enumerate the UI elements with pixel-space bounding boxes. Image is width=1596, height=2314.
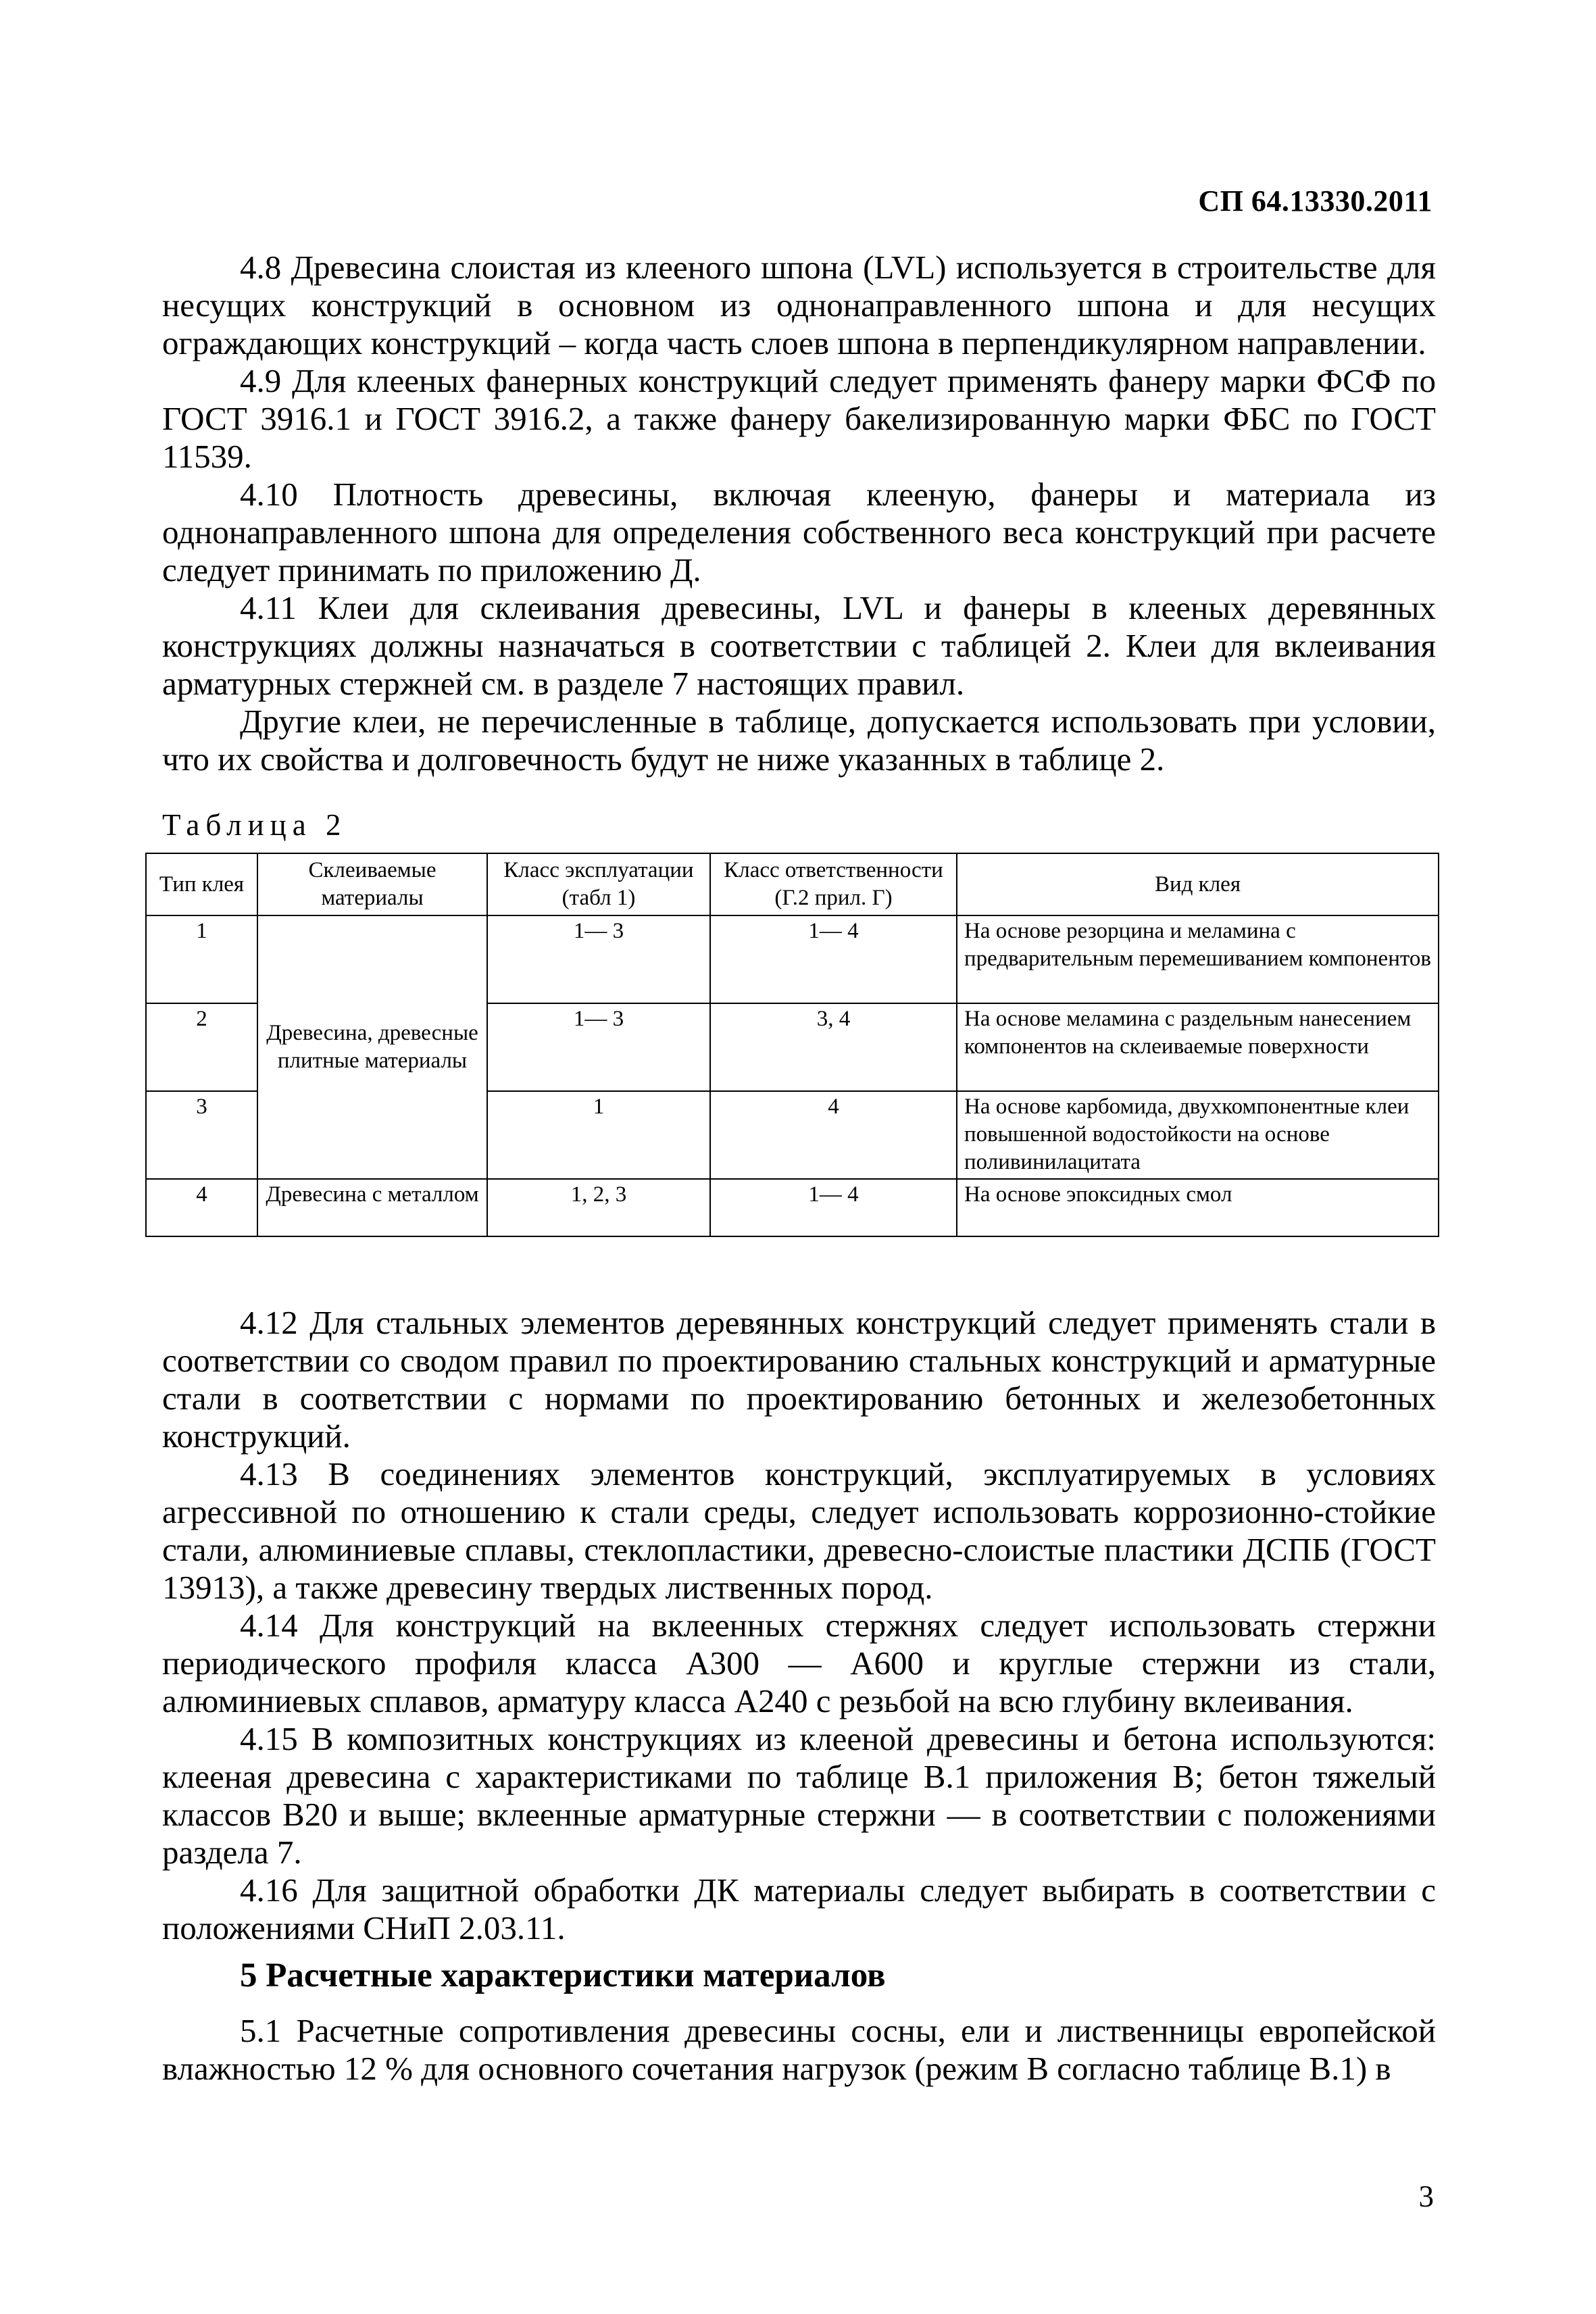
header-operation-class: Класс эксплуатации (табл 1) xyxy=(487,853,710,915)
cell-materials-group: Древесина, древесные плитные материалы xyxy=(257,915,487,1179)
paragraph-5-1: 5.1 Расчетные сопротивления древесины сосны, ели и лиственницы европейской влажностью 12 % для основного сочетания нагрузок (режим В согласно таблице В.1) в xyxy=(162,2012,1436,2087)
paragraph-4-11: 4.11 Клеи для склеивания древесины, LVL и фанеры в клееных деревянных конструкциях должны назначаться в соответствии с таблицей 2. Клеи для вклеивания арматурных стержней см. в разделе 7 настоящих правил. xyxy=(162,589,1436,702)
section-heading: 5 Расчетные характеристики материалов xyxy=(240,1957,886,1994)
cell-operation-class: 1 xyxy=(487,1091,710,1179)
cell-operation-class: 1— 3 xyxy=(487,915,710,1003)
cell-type: 4 xyxy=(146,1179,257,1236)
table-row xyxy=(146,1179,1439,1236)
paragraph-4-9: 4.9 Для клееных фанерных конструкций следует применять фанеру марки ФСФ по ГОСТ 3916.1 и ГОСТ 3916.2, а также фанеру бакелизированную марки ФБС по ГОСТ 11539. xyxy=(162,362,1436,475)
paragraph-4-8: 4.8 Древесина слоистая из клееного шпона (LVL) используется в строительстве для несущих конструкций в основном из однонаправленного шпона и для несущих ограждающих конструкций – когда часть слоев шпона в перпендикулярном направлении. xyxy=(162,249,1436,361)
header-materials: Склеиваемые материалы xyxy=(257,853,487,915)
header-responsibility-class: Класс ответственности (Г.2 прил. Г) xyxy=(710,853,957,915)
cell-glue-kind: На основе эпоксидных смол xyxy=(957,1179,1439,1236)
cell-responsibility-class: 1— 4 xyxy=(710,1179,957,1236)
paragraphs-mid xyxy=(162,1304,1436,1947)
glue-table xyxy=(145,853,1439,1237)
header-glue-kind: Вид клея xyxy=(957,853,1439,915)
cell-glue-kind: На основе карбомида, двухкомпонентные клеи повышенной водостойкости на основе поливинилацитата xyxy=(957,1091,1439,1179)
paragraph-4-12: 4.12 Для стальных элементов деревянных конструкций следует применять стали в соответствии со сводом правил по проектированию стальных конструкций и арматурные стали в соответствии с нормами по проектированию бетонных и железобетонных конструкций. xyxy=(162,1304,1436,1455)
cell-type: 3 xyxy=(146,1091,257,1179)
table-header-row xyxy=(146,853,1439,915)
cell-operation-class: 1— 3 xyxy=(487,1003,710,1091)
paragraph-4-13: 4.13 В соединениях элементов конструкций, эксплуатируемых в условиях агрессивной по отношению к стали среды, следует использовать коррозионно-стойкие стали, алюминиевые сплавы, стеклопластики, древесно-слоистые пластики ДСПБ (ГОСТ 13913), а также древесину твердых лиственных пород. xyxy=(162,1455,1436,1606)
page-number: 3 xyxy=(1418,2180,1434,2213)
table-caption: Таблица 2 xyxy=(162,808,347,842)
paragraph-4-15: 4.15 В композитных конструкциях из клееной древесины и бетона используются: клееная древесина с характеристиками по таблице В.1 приложения В; бетон тяжелый классов В20 и выше; вклеенные арматурные стержни — в соответствии с положениями раздела 7. xyxy=(162,1720,1436,1871)
header-glue-type: Тип клея xyxy=(146,853,257,915)
cell-responsibility-class: 3, 4 xyxy=(710,1003,957,1091)
cell-type: 2 xyxy=(146,1003,257,1091)
paragraphs-top xyxy=(162,249,1436,778)
paragraph-4-10: 4.10 Плотность древесины, включая клееную, фанеры и материала из однонаправленного шпона для определения собственного веса конструкций при расчете следует принимать по приложению Д. xyxy=(162,476,1436,588)
cell-glue-kind: На основе меламина с раздельным нанесением компонентов на склеиваемые поверхности xyxy=(957,1003,1439,1091)
cell-responsibility-class: 1— 4 xyxy=(710,915,957,1003)
paragraph-other-glues: Другие клеи, не перечисленные в таблице, допускается использовать при условии, что их свойства и долговечность будут не ниже указанных в таблице 2. xyxy=(162,703,1436,778)
paragraphs-bottom xyxy=(162,2012,1436,2088)
cell-materials: Древесина с металлом xyxy=(257,1179,487,1236)
paragraph-4-14: 4.14 Для конструкций на вклеенных стержнях следует использовать стержни периодического профиля класса А300 — А600 и круглые стержни из стали, алюминиевых сплавов, арматуру класса А240 с резьбой на всю глубину вклеивания. xyxy=(162,1607,1436,1719)
cell-type: 1 xyxy=(146,915,257,1003)
cell-operation-class: 1, 2, 3 xyxy=(487,1179,710,1236)
table-row xyxy=(146,915,1439,1003)
document-code-header: СП 64.13330.2011 xyxy=(1198,184,1432,218)
paragraph-4-16: 4.16 Для защитной обработки ДК материалы следует выбирать в соответствии с положениями СНиП 2.03.11. xyxy=(162,1871,1436,1946)
cell-responsibility-class: 4 xyxy=(710,1091,957,1179)
cell-glue-kind: На основе резорцина и меламина с предварительным перемешиванием компонентов xyxy=(957,915,1439,1003)
